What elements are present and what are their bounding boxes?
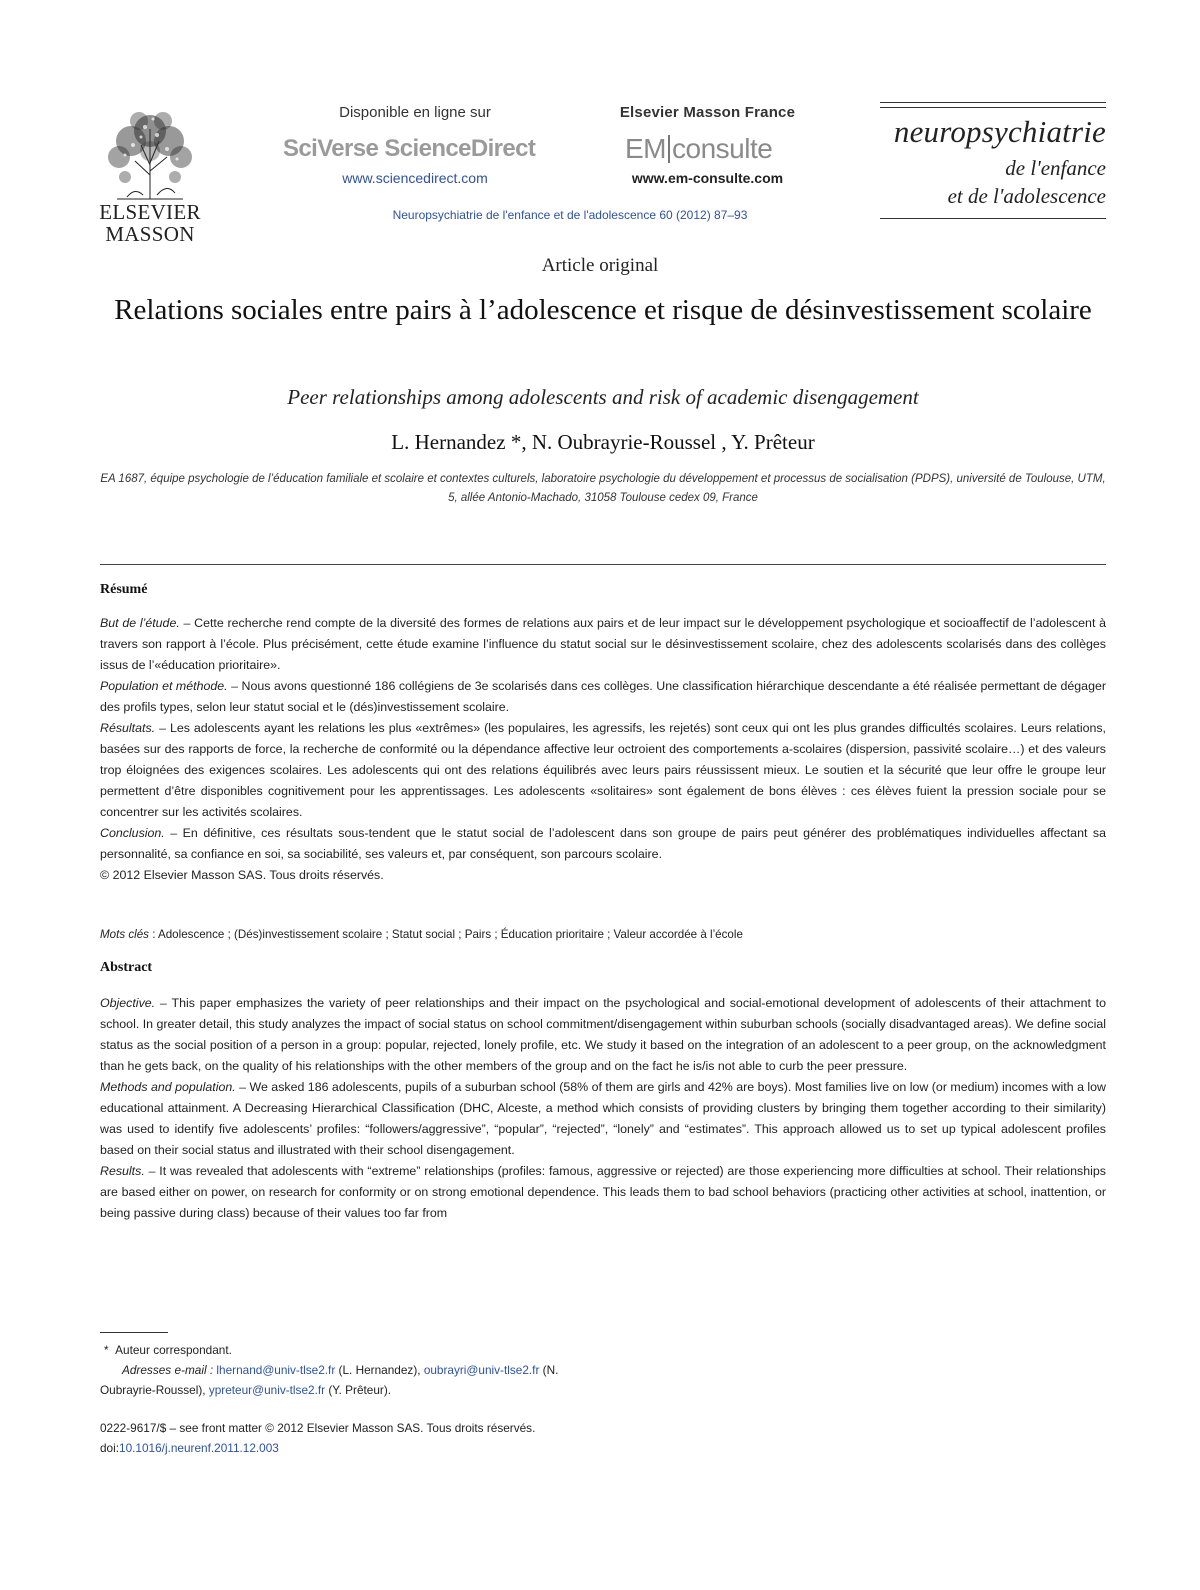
article-title: Relations sociales entre pairs à l’adolescence et risque de désinvestissement scolaire [114,294,1092,326]
abstract-method [100,1077,1106,1161]
author-list: L. Hernandez *, N. Oubrayrie-Roussel , Y. Prêteur [391,430,815,454]
abstract-heading: Abstract [100,960,153,975]
resume-body [100,613,1106,886]
keywords-fr [100,928,1106,941]
email-link-preteur[interactable]: ypreteur@univ-tlse2.fr [208,1383,326,1397]
footnote-rule [100,1332,168,1333]
journal-logo-bottom-rule [880,218,1106,219]
abstract-results [100,1161,1106,1224]
abstract-body [100,993,1106,1224]
resume-objective-text: Cette recherche rend compte de la diversité des formes de relations aux pairs et de leur impact sur le développement psychologique et socioaffectif de l’adolescent à travers son rapport à l’école. Plus précisément, cette étude examine l’influence du statut social sur le désinvestissement scolaire, chez des adolescents scolarisés dans des collèges issus de l’«éducation prioritaire». [100,616,1107,672]
affiliation: EA 1687, équipe psychologie de l’éducation familiale et scolaire et contextes culturels, laboratoire psychologie du développement et processus de socialisation (PDPS), université de Toulouse, UTM, 5, allée Antonio-Machado, 31058 Toulouse cedex 09, France [100,473,1106,504]
em-france-label: Elsevier Masson France [619,104,796,121]
em-logo-divider [668,135,670,163]
resume-objective-label: But de l’étude. – [100,616,195,630]
resume-results-text: Les adolescents ayant les relations les plus «extrêmes» (les populaires, les agressifs, les rejetés) sont ceux qui ont les plus grandes difficultés scolaires. Leurs relations, basées sur des rapports de force, la recherche de conformité ou la dépendance affective leur octroient des comportements a-scolaires (dispersion, passivité scolaire…) et des valeurs trop éloignées des exigences scolaires. Les adolescents qui ont des relations équilibrés avec leurs pairs réussissent mieux. Le soutien et la sécurité que leur offre le groupe leur permettent d’être disponibles cognitivement pour les apprentissages. Les adolescents «solitaires» sont également de bons élèves : ces élèves fuient la pression sociale pour se concentrer sur les activités scolaires. [100,721,1106,819]
resume-method [100,676,1106,718]
abstract-objective [100,993,1106,1077]
elsevier-tree-icon [97,105,203,201]
em-logo-left: EM [625,133,666,164]
sciencedirect-link[interactable]: www.sciencedirect.com [342,170,488,186]
article-subtitle: Peer relationships among adolescents and risk of academic disengagement [287,385,919,409]
available-online-label: Disponible en ligne sur [339,104,491,121]
journal-logo-line2: de l'enfance [1005,156,1106,180]
email-name-preteur: (Y. Prêteur). [325,1383,392,1397]
journal-logo [880,102,1106,222]
corresponding-text: Auteur correspondant. [115,1343,232,1357]
email-name-oubrayrie: (N. Oubrayrie-Roussel), [100,1363,559,1397]
em-consulte-logo [625,133,772,165]
resume-method-text: Nous avons questionné 186 collégiens de 3e scolarisés dans ces collèges. Une classification hiérarchique descendante a été réalisée permettant de dégager des profils types, selon leur statut social et le (dés)investissement scolaire. [100,679,1106,714]
doi-line [100,1438,600,1458]
journal-logo-top-rule-2 [880,107,1106,108]
email-name-hernandez: (L. Hernandez), [335,1363,424,1377]
em-consulte-link[interactable]: www.em-consulte.com [631,170,784,186]
journal-citation[interactable]: Neuropsychiatrie de l'enfance et de l'adolescence 60 (2012) 87–93 [392,208,748,222]
publisher-subname: MASSON [105,222,195,246]
elsevier-logo [97,105,203,245]
resume-objective [100,613,1106,676]
journal-logo-line3: et de l'adolescence [947,184,1106,208]
resume-results [100,718,1106,823]
article-type: Article original [541,255,659,276]
resume-results-label: Résultats. – [100,721,170,735]
email-note [100,1360,600,1400]
corresponding-note [104,1340,604,1360]
abstract-objective-label: Objective. – [100,996,172,1010]
keywords-fr-label: Mots clés [100,928,149,941]
resume-copyright: © 2012 Elsevier Masson SAS. Tous droits réservés. [100,868,384,882]
abstract-method-text: We asked 186 adolescents, pupils of a suburban school (58% of them are girls and 42% are boys). Most families live on low (or medium) incomes with a low educational attainment. A Decreasing Hierarchical Classification (DHC, Alceste, a method which consists of providing clusters by bringing them together according to their similarity) was used to identify five adolescents’ profiles: “followers/aggressive”, “popular”, “rejected”, “lonely” and “estimates”. This approach allowed us to set up typical adolescent profiles based on their social status and illustrated with their school disengagement. [100,1080,1107,1157]
sciverse-logo: SciVerse ScienceDirect [283,135,536,162]
issn-line: 0222-9617/$ – see front matter © 2012 Elsevier Masson SAS. Tous droits réservés. [100,1421,536,1435]
doi-label: doi: [100,1441,120,1455]
abstract-results-label: Results. – [100,1164,160,1178]
journal-logo-line1: neuropsychiatrie [893,114,1106,149]
abstract-objective-text: This paper emphasizes the variety of peer relationships and their impact on the psychological and social-emotional development of adolescents of their attachment to school. In greater detail, this study analyzes the impact of social status on school commitment/disengagement within suburban schools (socially disadvantaged areas). We define social status as the social position of a person in a group: popular, rejected, lonely profile, etc. We study it based on the integration of an adolescent to a peer group, on the acknowledgment than he gets back, on the quality of his relationships with the other members of the group and on the fact he is/is not able to curb the peer pressure. [100,996,1107,1073]
email-link-hernandez[interactable]: lhernand@univ-tlse2.fr [216,1363,336,1377]
email-link-oubrayrie[interactable]: oubrayri@univ-tlse2.fr [423,1363,540,1377]
keywords-fr-text: : Adolescence ; (Dés)investissement scolaire ; Statut social ; Pairs ; Éducation prioritaire ; Valeur accordée à l’école [148,928,743,941]
resume-conclusion-label: Conclusion. – [100,826,183,840]
email-label: Adresses e-mail : [122,1363,217,1377]
abstract-method-label: Methods and population. – [100,1080,250,1094]
publisher-name: ELSEVIER [99,200,201,224]
resume-method-label: Population et méthode. – [100,679,242,693]
doi-link[interactable]: 10.1016/j.neurenf.2011.12.003 [119,1441,279,1455]
resume-conclusion [100,823,1106,865]
resume-conclusion-text: En définitive, ces résultats sous-tendent que le statut social de l’adolescent dans son groupe de pairs peut générer des problématiques individuelles affectant sa personnalité, sa confiance en soi, sa sociabilité, ses valeurs et, par conséquent, son parcours scolaire. [100,826,1106,861]
corresponding-mark: * [104,1343,109,1357]
abstract-results-text: It was revealed that adolescents with “extreme” relationships (profiles: famous, aggressive or rejected) are those experiencing more difficulties at school. Their relationships are based either on power, on research for conformity or on strong emotional dependence. This leads them to bad school behaviors (practicing other activities at school, inattention, or being passive during class) because of their values too far from [100,1164,1106,1220]
resume-heading: Résumé [100,582,148,597]
em-logo-right: consulte [672,133,773,164]
journal-logo-top-rule [880,102,1106,103]
section-divider [100,564,1106,565]
